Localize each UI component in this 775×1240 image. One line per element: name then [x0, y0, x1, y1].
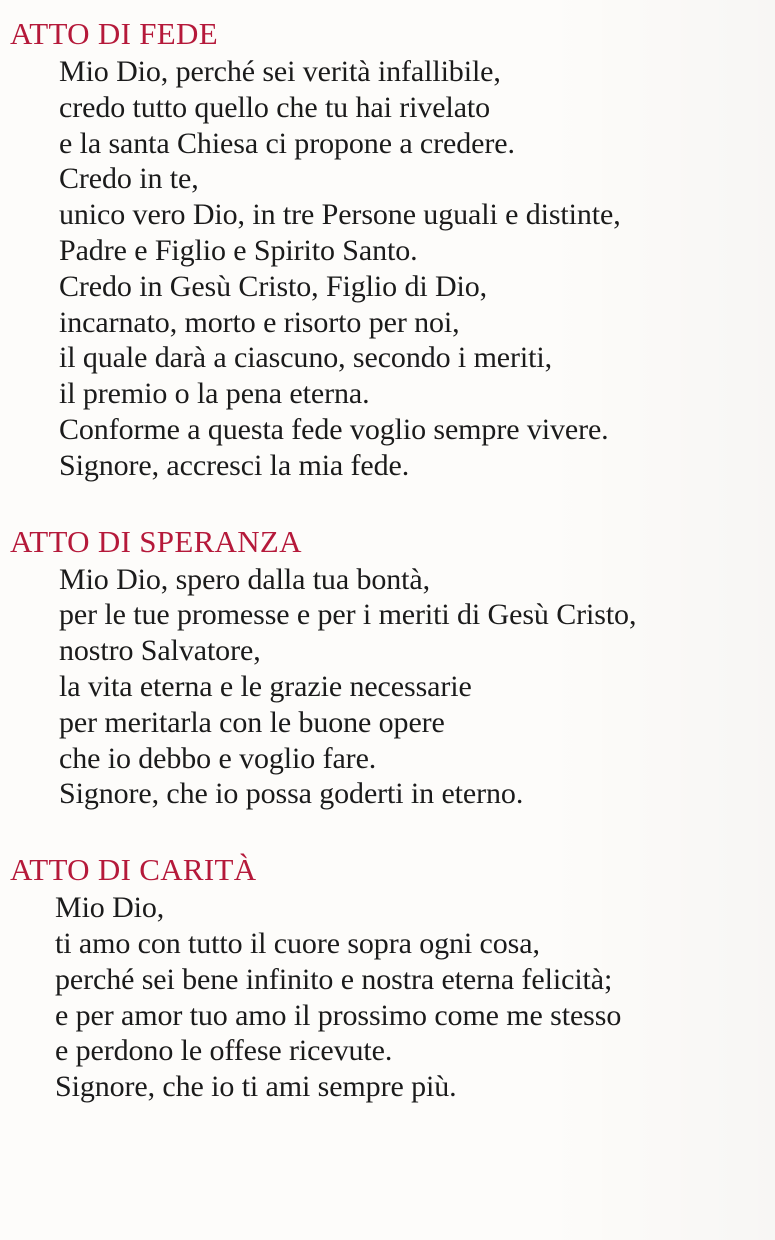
prayer-line: perché sei bene infinito e nostra eterna felicità;: [55, 962, 613, 996]
prayer-line: e per amor tuo amo il prossimo come me stesso: [55, 998, 622, 1032]
section-title: ATTO DI CARITÀ: [10, 852, 257, 888]
prayer-line: per meritarla con le buone opere: [59, 705, 445, 739]
prayer-line: il premio o la pena eterna.: [59, 377, 370, 411]
prayer-line: Credo in te,: [59, 162, 199, 196]
section-atto-di-carita: [0, 850, 775, 1105]
prayer-line: Credo in Gesù Cristo, Figlio di Dio,: [59, 269, 488, 303]
prayer-line: credo tutto quello che tu hai rivelato: [59, 90, 491, 124]
section-atto-di-fede: [0, 14, 775, 484]
prayer-line: nostro Salvatore,: [59, 634, 261, 668]
prayer-line: e perdono le offese ricevute.: [55, 1034, 393, 1068]
prayer-line: ti amo con tutto il cuore sopra ogni cosa,: [55, 926, 540, 960]
prayer-line: Mio Dio,: [55, 891, 165, 925]
prayer-line: il quale darà a ciascuno, secondo i meriti,: [59, 341, 553, 375]
prayer-line: Mio Dio, spero dalla tua bontà,: [59, 562, 430, 596]
prayer-line: unico vero Dio, in tre Persone uguali e distinte,: [59, 198, 621, 232]
prayer-line: per le tue promesse e per i meriti di Gesù Cristo,: [59, 598, 637, 632]
prayer-text: [0, 562, 775, 813]
prayer-text: [0, 890, 775, 1105]
prayer-line: la vita eterna e le grazie necessarie: [59, 669, 472, 703]
prayer-line: Signore, che io possa goderti in eterno.: [59, 777, 524, 811]
prayer-line: Conforme a questa fede voglio sempre vivere.: [59, 412, 609, 446]
prayer-line: Signore, accresci la mia fede.: [59, 448, 410, 482]
prayer-line: che io debbo e voglio fare.: [59, 741, 377, 775]
section-atto-di-speranza: [0, 522, 775, 813]
section-title: ATTO DI FEDE: [10, 16, 218, 51]
prayer-line: Signore, che io ti ami sempre più.: [55, 1070, 457, 1104]
section-title: ATTO DI SPERANZA: [10, 523, 302, 559]
prayer-line: incarnato, morto e risorto per noi,: [59, 305, 460, 339]
prayer-line: Padre e Figlio e Spirito Santo.: [59, 233, 418, 267]
prayer-line: e la santa Chiesa ci propone a credere.: [59, 126, 515, 160]
prayer-line: Mio Dio, perché sei verità infallibile,: [59, 55, 501, 88]
prayer-text: [0, 54, 775, 484]
